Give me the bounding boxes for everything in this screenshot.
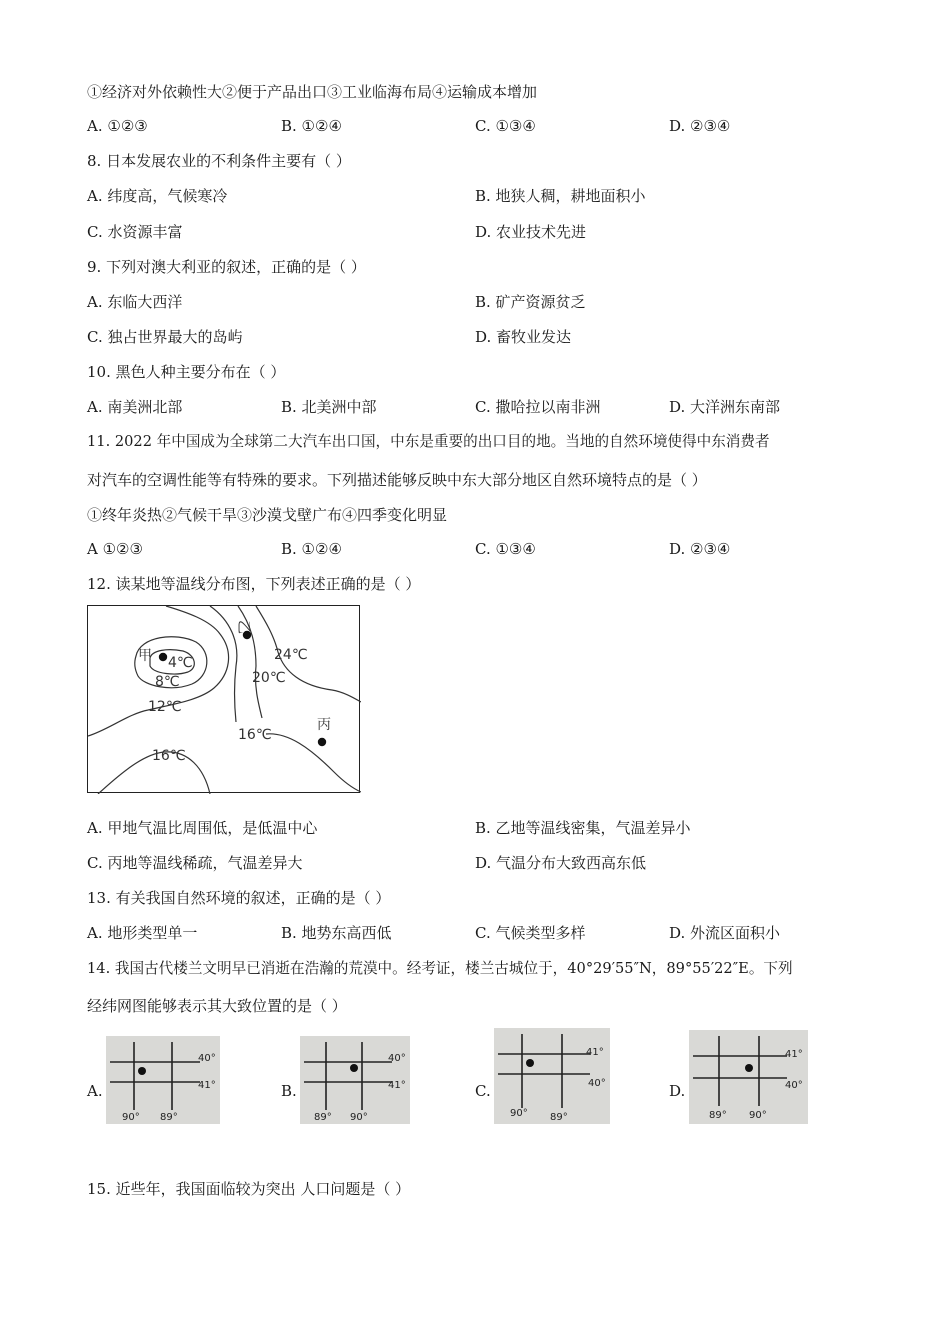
q10-option-d[interactable]: D. 大洋洲东南部 [669,398,781,416]
q10-option-b[interactable]: B. 北美洲中部 [281,398,377,416]
point-jia [159,653,167,661]
label-4c: 4℃ [168,655,193,671]
q9-option-d[interactable]: D. 畜牧业发达 [475,328,572,346]
q14-option-d[interactable]: D. [669,1082,686,1100]
q7-option-c[interactable]: C. ①③④ [475,117,536,135]
grid-a-lon-left: 90° [122,1112,140,1123]
q14-option-c[interactable]: C. [475,1082,491,1100]
q12-option-b[interactable]: B. 乙地等温线密集，气温差异小 [475,819,691,837]
isotherm-16-right [266,734,361,792]
q10-stem: 10. 黑色人种主要分布在（ ） [87,363,286,381]
q7-option-a[interactable]: A. ①②③ [87,117,148,135]
label-20c: 20℃ [252,670,286,686]
q9-stem: 9. 下列对澳大利亚的叙述，正确的是（ ） [87,258,366,276]
q13-option-b[interactable]: B. 地势东高西低 [281,924,392,942]
label-jia: 甲 [138,648,152,664]
q10-option-a[interactable]: A. 南美洲北部 [87,398,183,416]
label-yi: 乙 [235,620,251,634]
point-bing [318,738,326,746]
isotherm-map [87,605,360,793]
q14-stem-line1: 14. 我国古代楼兰文明早已消逝在浩瀚的荒漠中。经考证，楼兰古城位于，40°29′55″N，89°55′22″E。下列 [87,960,793,977]
q13-option-d[interactable]: D. 外流区面积小 [669,924,781,942]
q8-option-c[interactable]: C. 水资源丰富 [87,223,183,241]
q11-option-c[interactable]: C. ①③④ [475,540,536,558]
q14-grid-b[interactable] [300,1036,410,1124]
q7-option-b[interactable]: B. ①②④ [281,117,342,135]
grid-d-lon-left: 89° [709,1110,727,1121]
q11-stem-line2: 对汽车的空调性能等有特殊的要求。下列描述能够反映中东大部分地区自然环境特点的是（ ） [87,471,707,489]
q10-option-c[interactable]: C. 撒哈拉以南非洲 [475,398,601,416]
grid-d-lat-bottom: 40° [785,1080,803,1091]
grid-d-lat-top: 41° [785,1049,803,1060]
q8-option-b[interactable]: B. 地狭人稠，耕地面积小 [475,187,646,205]
grid-c-lat-bottom: 40° [588,1078,606,1089]
grid-a-lat-bottom: 41° [198,1080,216,1091]
isotherm-12 [88,606,229,736]
grid-b-lon-left: 89° [314,1112,332,1123]
q8-option-d[interactable]: D. 农业技术先进 [475,223,587,241]
q14-option-a[interactable]: A. [87,1082,103,1100]
q14-grid-a[interactable] [106,1036,220,1124]
label-16c-lower: 16℃ [152,748,186,764]
label-8c: 8℃ [155,674,180,690]
isotherm-24 [256,606,361,702]
q11-option-d[interactable]: D. ②③④ [669,540,731,558]
grid-c-lon-right: 89° [550,1112,568,1123]
grid-c-lon-left: 90° [510,1108,528,1119]
grid-c-lat-top: 41° [586,1047,604,1058]
grid-a-lat-top: 40° [198,1053,216,1064]
q15-stem: 15. 近些年，我国面临较为突出 人口问题是（ ） [87,1180,411,1198]
grid-a-lon-right: 89° [160,1112,178,1123]
q13-option-a[interactable]: A. 地形类型单一 [87,924,198,942]
q11-stem-line1: 11. 2022 年中国成为全球第二大汽车出口国，中东是重要的出口目的地。当地的自然环境使得中东消费者 [87,433,770,450]
isotherm-map-drawing [88,606,361,794]
q14-option-b[interactable]: B. [281,1082,297,1100]
q11-statement: ①终年炎热②气候干旱③沙漠戈壁广布④四季变化明显 [87,506,448,524]
q12-option-d[interactable]: D. 气温分布大致西高东低 [475,854,647,872]
q13-option-c[interactable]: C. 气候类型多样 [475,924,586,942]
q7-statement: ①经济对外依赖性大②便于产品出口③工业临海布局④运输成本增加 [87,83,538,101]
q14-stem-line2: 经纬网图能够表示其大致位置的是（ ） [87,997,347,1015]
label-16c-right: 16℃ [238,727,272,743]
q11-option-b[interactable]: B. ①②④ [281,540,342,558]
q8-option-a[interactable]: A. 纬度高，气候寒冷 [87,187,228,205]
q8-stem: 8. 日本发展农业的不利条件主要有（ ） [87,152,351,170]
q11-option-a[interactable]: A ①②③ [87,540,143,558]
q12-stem: 12. 读某地等温线分布图，下列表述正确的是（ ） [87,575,421,593]
q14-grid-c[interactable] [494,1028,610,1124]
grid-d-lon-right: 90° [749,1110,767,1121]
q12-option-c[interactable]: C. 丙地等温线稀疏，气温差异大 [87,854,303,872]
label-12c: 12℃ [148,699,182,715]
q9-option-a[interactable]: A. 东临大西洋 [87,293,183,311]
label-24c: 24℃ [274,647,308,663]
q14-grid-d[interactable] [689,1030,808,1124]
q12-option-a[interactable]: A. 甲地气温比周围低，是低温中心 [87,819,318,837]
q9-option-b[interactable]: B. 矿产资源贫乏 [475,293,586,311]
isotherm-16-upper [210,606,237,722]
grid-b-lon-right: 90° [350,1112,368,1123]
q9-option-c[interactable]: C. 独占世界最大的岛屿 [87,328,243,346]
grid-b-lat-top: 40° [388,1053,406,1064]
grid-b-lat-bottom: 41° [388,1080,406,1091]
q13-stem: 13. 有关我国自然环境的叙述，正确的是（ ） [87,889,391,907]
q7-option-d[interactable]: D. ②③④ [669,117,731,135]
label-bing: 丙 [317,717,331,733]
